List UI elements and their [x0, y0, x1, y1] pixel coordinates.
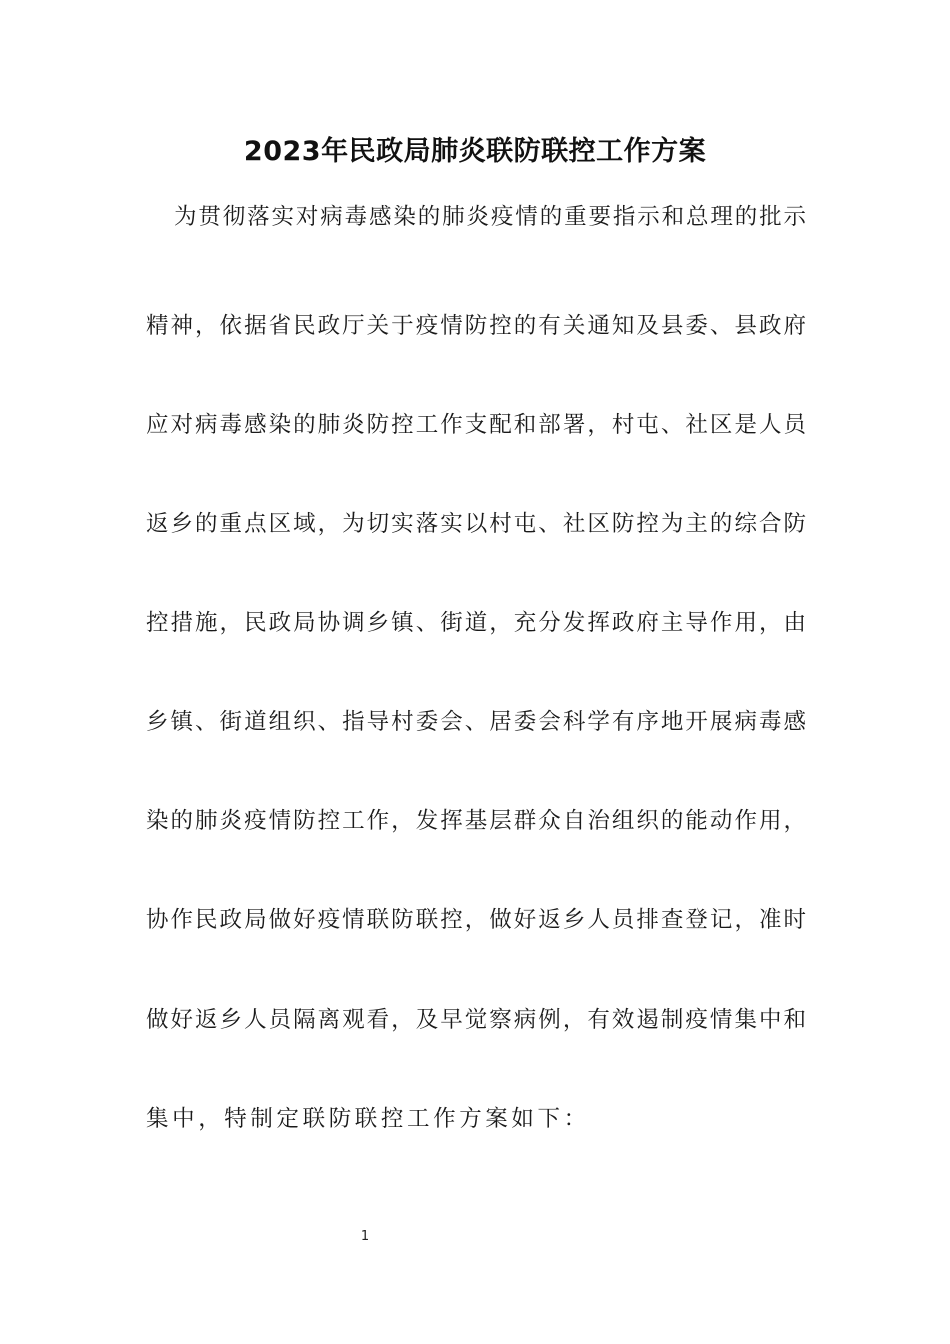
page-number: 1 [360, 1229, 370, 1244]
paragraph-line: 应对病毒感染的肺炎防控工作支配和部署，村屯、社区是人员 [146, 412, 806, 438]
document-title: 2023年民政局肺炎联防联控工作方案 [243, 136, 707, 167]
paragraph-line: 协作民政局做好疫情联防联控，做好返乡人员排查登记，准时 [146, 907, 806, 933]
paragraph-line: 精神，依据省民政厅关于疫情防控的有关通知及县委、县政府 [146, 313, 806, 339]
paragraph-line: 返乡的重点区域，为切实落实以村屯、社区防控为主的综合防 [146, 511, 806, 537]
paragraph-line: 做好返乡人员隔离观看，及早觉察病例，有效遏制疫情集中和 [146, 1007, 806, 1033]
paragraph-line: 集中，特制定联防联控工作方案如下： [146, 1106, 590, 1132]
paragraph-line: 乡镇、街道组织、指导村委会、居委会科学有序地开展病毒感 [146, 709, 806, 735]
paragraph-line: 控措施，民政局协调乡镇、街道，充分发挥政府主导作用，由 [146, 610, 806, 636]
paragraph-line: 为贯彻落实对病毒感染的肺炎疫情的重要指示和总理的批示 [174, 204, 806, 230]
paragraph-line: 染的肺炎疫情防控工作，发挥基层群众自治组织的能动作用， [146, 808, 806, 834]
